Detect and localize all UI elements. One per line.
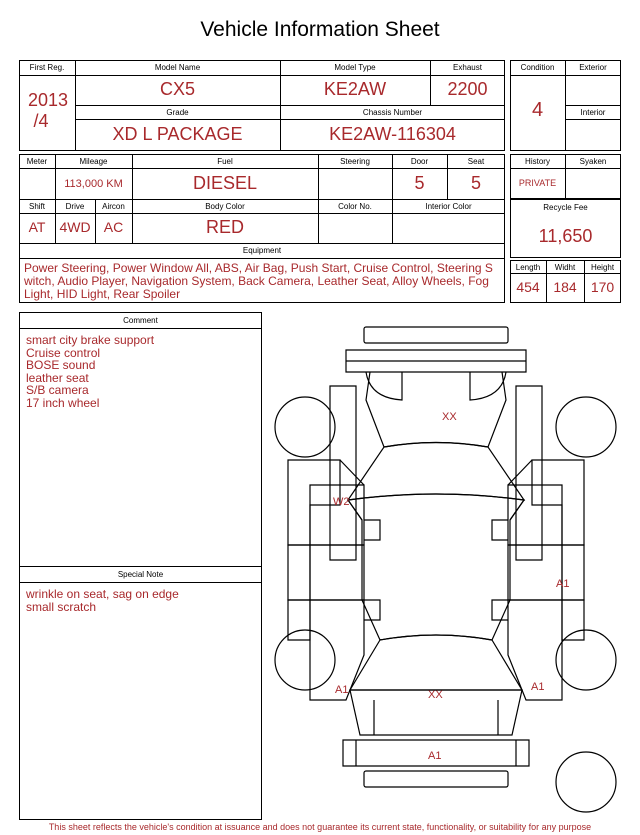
exhaust-value: 2200 <box>447 79 488 99</box>
model-type-value: KE2AW <box>323 79 387 99</box>
footer-disclaimer: This sheet reflects the vehicle's condition at issuance and does not guarantee its current state, functionality, or suitability for any purpose <box>48 822 592 832</box>
color-no-label: Color No. <box>338 202 372 211</box>
hood <box>366 372 506 447</box>
fuel-label: Fuel <box>217 157 233 166</box>
damage-mark-left-rear-quarter: A1 <box>335 684 349 696</box>
aircon-value: AC <box>103 219 124 235</box>
model-type-label: Model Type <box>334 63 376 72</box>
aircon-label: Aircon <box>102 202 125 211</box>
special-note-line: wrinkle on seat, sag on edge <box>26 587 179 601</box>
history-value: PRIVATE <box>518 178 557 188</box>
exterior-label: Exterior <box>579 63 607 72</box>
meter-label: Meter <box>26 157 48 166</box>
left-headlight <box>366 372 402 400</box>
model-name-value: CX5 <box>159 79 195 99</box>
first-reg-year: 2013 <box>27 90 69 110</box>
comment-label: Comment <box>123 316 158 325</box>
rear-right-wheel <box>556 630 616 690</box>
length-label: Length <box>515 263 541 272</box>
seat-label: Seat <box>467 157 485 166</box>
damage-mark-rear-bumper: A1 <box>428 750 442 762</box>
sheet-title: Vehicle Information Sheet <box>200 18 440 41</box>
equipment-label: Equipment <box>242 246 282 255</box>
condition-value: 4 <box>531 99 544 121</box>
roof <box>348 494 524 640</box>
recycle-fee-label: Recycle Fee <box>543 203 588 212</box>
front-bumper-top <box>364 327 508 343</box>
first-reg-month: /4 <box>33 111 49 131</box>
equipment-value: Power Steering, Power Window All, ABS, Air Bag, Push Start, Cruise Control, Steering Switch, Audio Player, Navigation System, Back Camera, Leather Seat, Alloy Wheels, Fog Light, HID Light, Rear Spoiler <box>24 261 493 301</box>
front-left-wheel <box>275 397 335 457</box>
width-label: Widht <box>554 263 576 272</box>
rear-glass <box>350 635 522 690</box>
first-reg-label: First Reg. <box>29 63 65 72</box>
damage-mark-rear-glass: XX <box>428 689 443 701</box>
comment-line: 17 inch wheel <box>26 395 100 410</box>
chassis-number-value: KE2AW-116304 <box>329 124 456 144</box>
damage-mark-hood: XX <box>442 411 457 423</box>
mileage-label: Mileage <box>79 157 108 166</box>
fuel-value: DIESEL <box>192 173 258 193</box>
condition-label: Condition <box>520 63 555 72</box>
syaken-label: Syaken <box>579 157 607 166</box>
length-value: 454 <box>516 279 540 295</box>
right-headlight <box>470 372 506 400</box>
seat-value: 5 <box>470 173 481 193</box>
exhaust-label: Exhaust <box>453 63 482 72</box>
interior-color-label: Interior Color <box>425 202 472 211</box>
damage-mark-left-front-door: W2 <box>333 496 350 508</box>
body-color-label: Body Color <box>205 202 245 211</box>
comment-line: leather seat <box>26 370 89 385</box>
grade-label: Grade <box>166 108 189 117</box>
comment-line: BOSE sound <box>26 358 96 372</box>
damage-mark-right-rear-door: A1 <box>556 578 570 590</box>
grade-value: XD L PACKAGE <box>112 124 243 144</box>
history-label: History <box>525 157 550 166</box>
drive-label: Drive <box>65 202 85 211</box>
height-value: 170 <box>590 279 615 295</box>
spare-wheel <box>556 752 616 812</box>
height-label: Height <box>590 263 615 272</box>
shift-value: AT <box>28 219 46 235</box>
windshield <box>348 443 524 501</box>
recycle-fee-value: 11,650 <box>538 226 593 246</box>
mileage-value: 113,000 KM <box>64 178 123 190</box>
front-right-wheel <box>556 397 616 457</box>
steering-label: Steering <box>340 157 370 166</box>
comment-line: Cruise control <box>26 345 101 360</box>
comment-line: S/B camera <box>26 383 89 397</box>
special-note-label: Special Note <box>117 570 164 579</box>
door-value: 5 <box>414 173 425 193</box>
comment-line: smart city brake support <box>26 333 155 347</box>
interior-label: Interior <box>580 108 606 117</box>
rear-left-wheel <box>275 630 335 690</box>
body-color-value: RED <box>205 217 244 237</box>
damage-mark-right-rear-quarter: A1 <box>531 681 545 693</box>
width-value: 184 <box>553 279 577 295</box>
model-name-label: Model Name <box>154 63 201 72</box>
shift-label: Shift <box>28 202 45 211</box>
chassis-number-label: Chassis Number <box>362 108 423 117</box>
drive-value: 4WD <box>59 219 91 235</box>
door-label: Door <box>410 157 429 166</box>
special-note-line: small scratch <box>26 599 97 614</box>
